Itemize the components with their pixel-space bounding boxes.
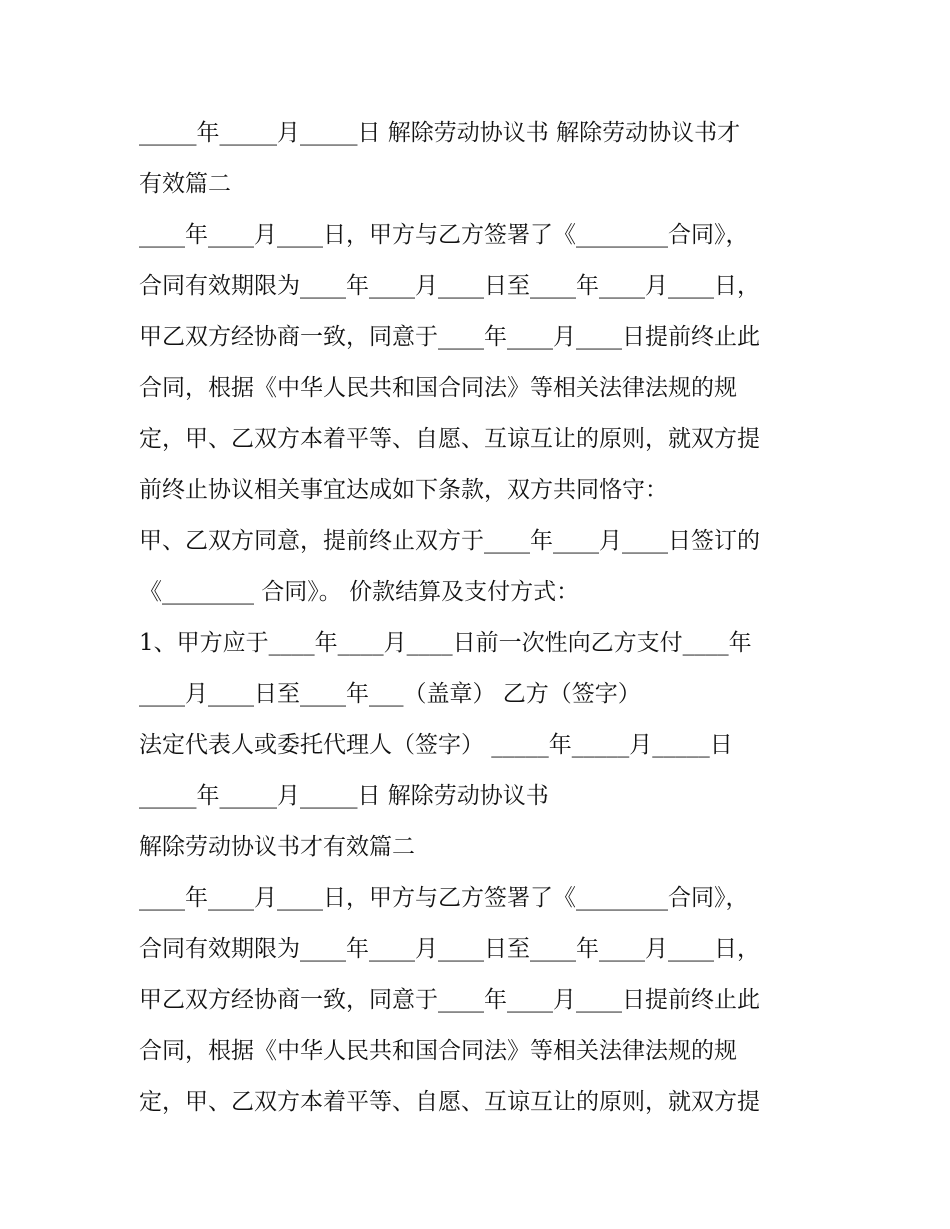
- text-line: 甲乙双方经协商一致，同意于____年____月____日提前终止此: [139, 987, 760, 1013]
- document-body: [139, 108, 829, 1128]
- text-line: 合同有效期限为____年____月____日至____年____月____日，: [139, 273, 760, 299]
- text-line: 有效篇二: [139, 171, 231, 197]
- text-line: 法定代表人或委托代理人（签字） _____年_____月_____日: [139, 732, 733, 758]
- text-line: _____年_____月_____日 解除劳动协议书: [139, 783, 549, 809]
- text-line: 甲、乙双方同意，提前终止双方于____年____月____日签订的: [139, 528, 760, 554]
- text-line: 合同有效期限为____年____月____日至____年____月____日，: [139, 936, 760, 962]
- text-line: ____年____月____日，甲方与乙方签署了《________合同》，: [139, 222, 749, 248]
- text-line: 前终止协议相关事宜达成如下条款，双方共同恪守：: [139, 477, 668, 503]
- text-line: 甲乙双方经协商一致，同意于____年____月____日提前终止此: [139, 324, 760, 350]
- text-line: 解除劳动协议书才有效篇二: [139, 834, 415, 860]
- text-line: 定，甲、乙双方本着平等、自愿、互谅互让的原则，就双方提: [139, 1089, 760, 1115]
- text-line: 合同，根据《中华人民共和国合同法》等相关法律法规的规: [139, 1038, 737, 1064]
- text-line: ____月____日至____年___（盖章） 乙方（签字）: [139, 681, 641, 707]
- text-line: 1、甲方应于____年____月____日前一次性向乙方支付____年: [139, 630, 752, 656]
- text-line: 定，甲、乙双方本着平等、自愿、互谅互让的原则，就双方提: [139, 426, 760, 452]
- text-line: _____年_____月_____日 解除劳动协议书 解除劳动协议书才: [139, 120, 741, 146]
- text-line: 《________ 合同》。 价款结算及支付方式：: [139, 579, 580, 605]
- text-line: 合同，根据《中华人民共和国合同法》等相关法律法规的规: [139, 375, 737, 401]
- text-line: ____年____月____日，甲方与乙方签署了《________合同》，: [139, 885, 749, 911]
